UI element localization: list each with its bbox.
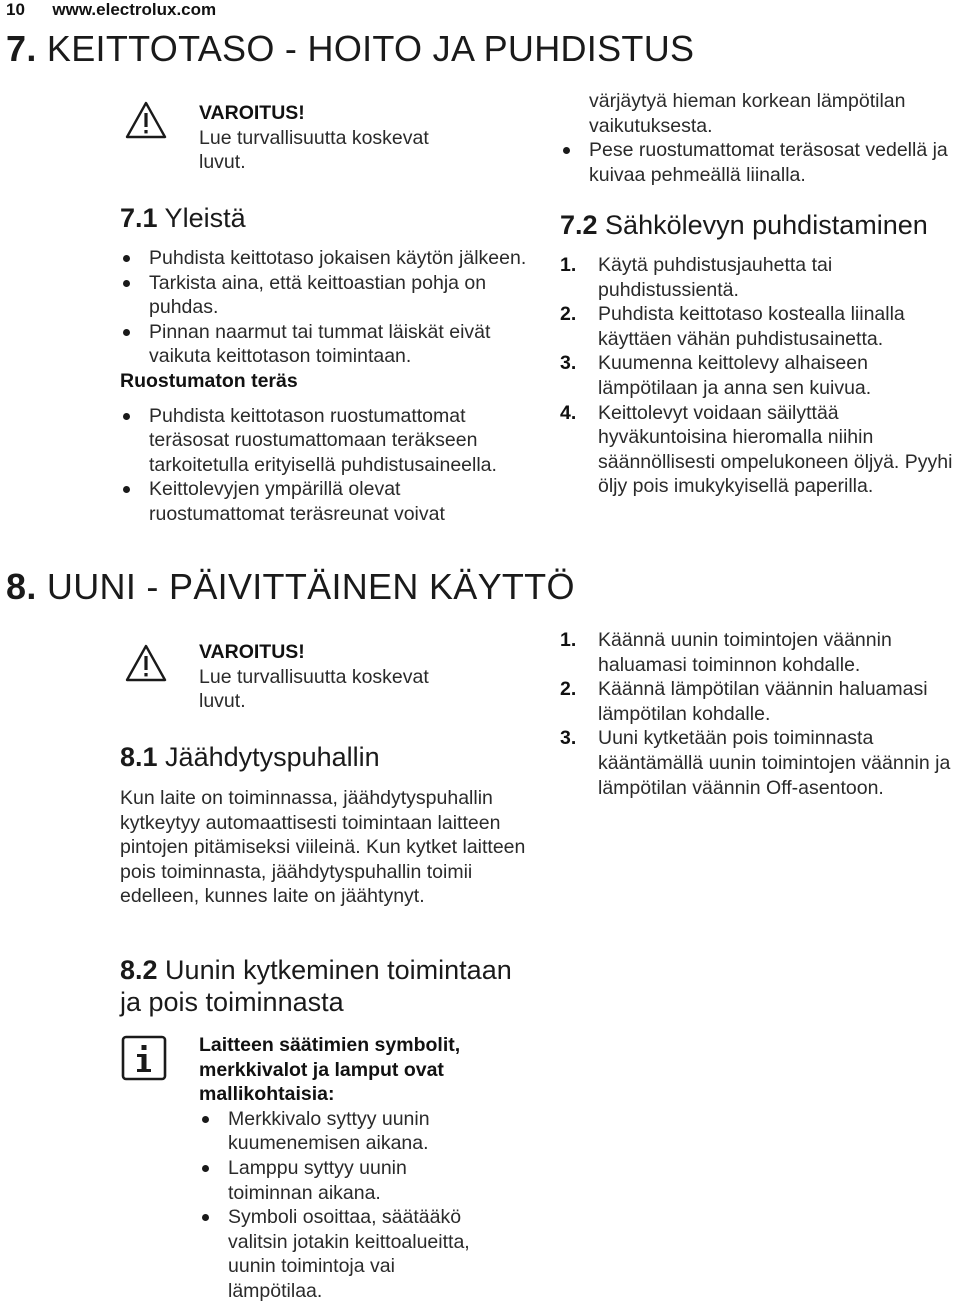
section-7-1-number: 7.1	[120, 203, 158, 233]
warning-triangle-icon	[124, 100, 168, 140]
warning-box-7	[199, 101, 479, 175]
list-item	[560, 677, 958, 726]
list-item: Puhdista keittotaso jokaisen käytön jälkeen.	[120, 246, 540, 271]
website-link[interactable]: www.electrolux.com	[52, 0, 217, 19]
chapter-7-number: 7.	[6, 28, 37, 69]
list-item	[560, 628, 958, 677]
list-item	[560, 401, 955, 499]
right-column-7	[560, 89, 960, 187]
warning-text: Lue turvallisuutta koskevat luvut.	[199, 126, 429, 174]
section-8-2-title: Uunin kytkeminen toimintaan ja pois toiminnasta	[120, 955, 512, 1017]
section-7-1-title: Yleistä	[157, 203, 246, 233]
list-item: Tarkista aina, että keittoastian pohja on puhdas.	[120, 271, 540, 320]
section-8-2-heading	[120, 954, 540, 1018]
warning-box-8	[199, 640, 479, 714]
section-8-1-number: 8.1	[120, 742, 158, 772]
step-number: 1.	[560, 254, 577, 276]
list-item: Pinnan naarmut tai tummat läiskät eivät vaikuta keittotason toimintaan.	[120, 320, 540, 369]
chapter-8-number: 8.	[6, 566, 37, 607]
chapter-7-title: KEITTOTASO - HOITO JA PUHDISTUS	[36, 28, 695, 69]
section-7-2-number: 7.2	[560, 210, 598, 240]
step-number: 3.	[560, 352, 577, 375]
section-8-2-steps	[560, 628, 958, 800]
step-number: 2.	[560, 678, 577, 701]
list-item	[560, 302, 955, 351]
list-item: Merkkivalo syttyy uunin kuumenemisen aikana.	[199, 1107, 479, 1156]
continued-text: värjäytyä hieman korkean lämpötilan vaikutuksesta.	[589, 90, 906, 137]
warning-triangle-icon	[124, 643, 168, 683]
step-text: Käännä uunin toimintojen väännin haluamasi toiminnon kohdalle.	[598, 629, 892, 676]
list-item: Lamppu syttyy uunin toiminnan aikana.	[199, 1156, 479, 1205]
info-box	[199, 1033, 499, 1304]
page-header	[6, 0, 216, 20]
step-text: Puhdista keittotaso kostealla liinalla käyttäen vähän puhdistusainetta.	[598, 303, 905, 350]
list-item	[560, 726, 958, 800]
section-7-2-heading	[560, 209, 928, 241]
list-item: Keittolevyjen ympärillä olevat ruostumattomat teräsreunat voivat	[120, 477, 520, 526]
step-number: 3.	[560, 727, 577, 750]
list-item: Symboli osoittaa, säätääkö valitsin jotakin keittoalueitta, uunin toimintoja vai lämpötilaa.	[199, 1205, 479, 1303]
step-text: Kuumenna keittolevy alhaiseen lämpötilaan ja anna sen kuivua.	[598, 352, 872, 399]
step-number: 2.	[560, 303, 577, 326]
section-7-2-steps	[560, 253, 955, 499]
list-item: Pese ruostumattomat teräsosat vedellä ja kuivaa pehmeällä liinalla.	[560, 138, 960, 187]
step-text: Käännä lämpötilan väännin haluamasi lämpötilan kohdalle.	[598, 678, 928, 725]
list-item	[560, 351, 955, 400]
info-title: Laitteen säätimien symbolit, merkkivalot ja lamput ovat mallikohtaisia:	[199, 1034, 461, 1106]
chapter-7-heading	[6, 28, 694, 70]
info-icon	[121, 1035, 167, 1081]
step-text: Keittolevyt voidaan säilyttää hyväkuntoisina hieromalla niihin säännöllisesti ompelukoneen öljyä. Pyyhi öljy pois imukykyisellä paperilla.	[598, 401, 953, 498]
section-7-1-heading	[120, 202, 246, 234]
section-8-1-title: Jäähdytyspuhallin	[157, 742, 380, 772]
warning-text: Lue turvallisuutta koskevat luvut.	[199, 665, 429, 713]
warning-title: VAROITUS!	[199, 641, 305, 663]
step-text: Käytä puhdistusjauhetta tai puhdistussientä.	[598, 254, 833, 301]
list-item: Puhdista keittotason ruostumattomat teräsosat ruostumattomaan teräkseen tarkoitetulla erityisellä puhdistusaineella.	[120, 404, 520, 478]
section-7-1-list	[120, 246, 540, 527]
step-number: 4.	[560, 401, 577, 424]
step-number: 1.	[560, 629, 577, 651]
section-8-2-number: 8.2	[120, 955, 158, 985]
list-item	[560, 253, 955, 302]
section-7-2-title: Sähkölevyn puhdistaminen	[597, 210, 928, 240]
stainless-steel-subheading: Ruostumaton teräs	[120, 369, 298, 392]
page-number: 10	[6, 0, 25, 19]
chapter-8-title: UUNI - PÄIVITTÄINEN KÄYTTÖ	[36, 566, 575, 607]
section-8-1-heading	[120, 741, 380, 773]
chapter-8-heading	[6, 566, 575, 608]
section-8-1-text: Kun laite on toiminnassa, jäähdytyspuhallin kytkeytyy automaattisesti toimintaan laitteen pintojen pitämiseksi viileinä. Kun kytket laitteen pois toiminnasta, jäähdytyspuhallin toimii edelleen, kunnes laite on jäähtynyt.	[120, 787, 526, 908]
warning-title: VAROITUS!	[199, 102, 305, 124]
step-text: Uuni kytketään pois toiminnasta kääntämällä uunin toimintojen väännin ja lämpötilan väännin Off-asentoon.	[598, 727, 951, 799]
